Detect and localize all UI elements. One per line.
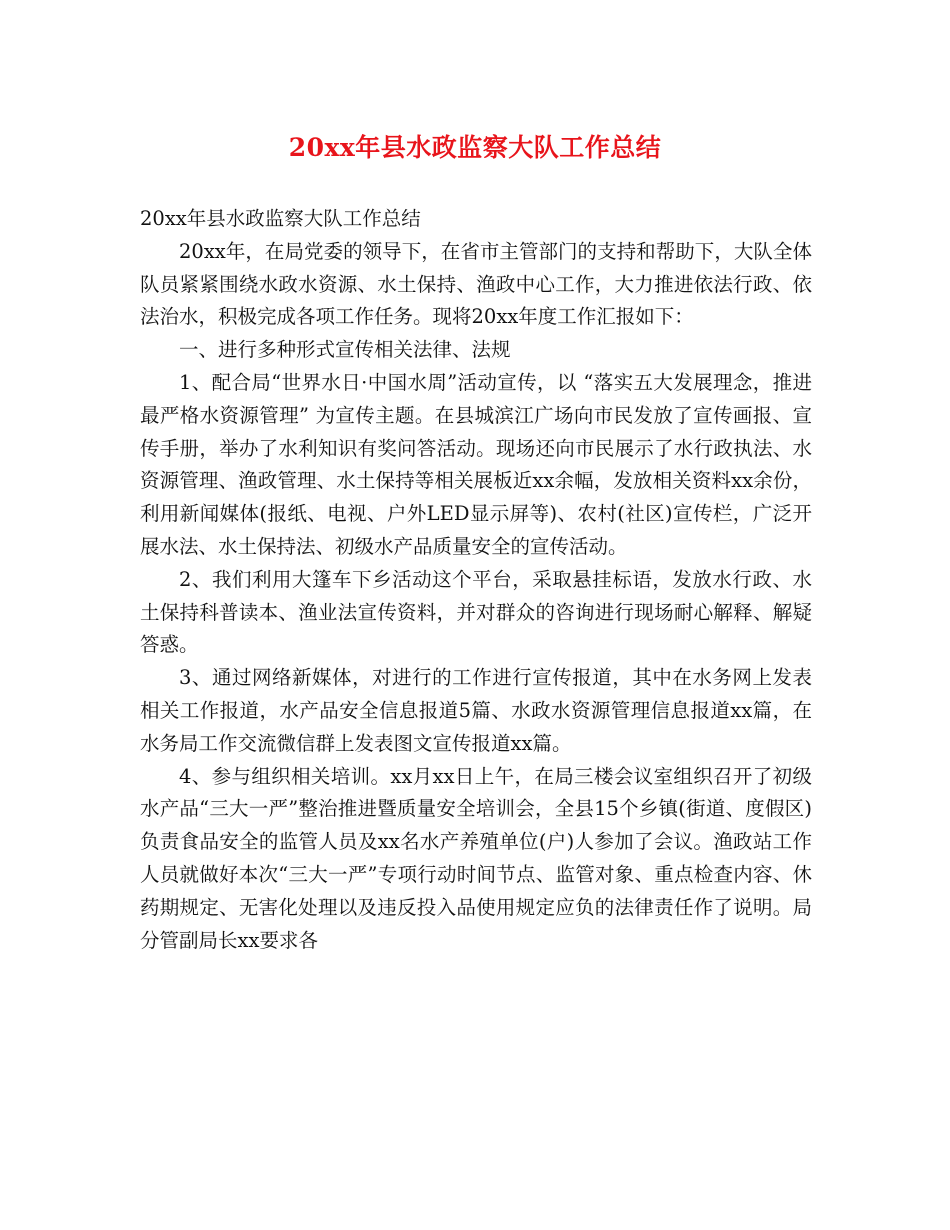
- paragraph-item-4: 4、参与组织相关培训。xx月xx日上午，在局三楼会议室组织召开了初级水产品“三大一严”整治推进暨质量安全培训会，全县15个乡镇(街道、度假区)负责食品安全的监管人员及xx名水产养殖单位(户)人参加了会议。渔政站工作人员就做好本次“三大一严”专项行动时间节点、监管对象、重点检查内容、休药期规定、无害化处理以及违反投入品使用规定应负的法律责任作了说明。局分管副局长xx要求各: [140, 764, 812, 952]
- section-heading: 一、进行多种形式宣传相关法律、法规: [179, 338, 511, 362]
- intro-paragraph: 20xx年，在局党委的领导下，在省市主管部门的支持和帮助下，大队全体队员紧紧围绕水政水资源、水土保持、渔政中心工作，大力推进依法行政、依法治水，积极完成各项工作任务。现将20xx年度工作汇报如下：: [140, 239, 812, 329]
- paragraph-item-1: 1、配合局“世界水日·中国水周”活动宣传，以 “落实五大发展理念，推进最严格水资源管理” 为宣传主题。在县城滨江广场向市民发放了宣传画报、宣传手册，举办了水利知识有奖问答活动。现场还向市民展示了水行政执法、水资源管理、渔政管理、水土保持等相关展板近xx余幅，发放相关资料xx余份，利用新闻媒体(报纸、电视、户外LED显示屏等)、农村(社区)宣传栏，广泛开展水法、水土保持法、初级水产品质量安全的宣传活动。: [140, 370, 812, 558]
- document-title: 20xx年县水政监察大队工作总结: [288, 133, 662, 162]
- document-body: [140, 203, 812, 957]
- subtitle-paragraph: 20xx年县水政监察大队工作总结: [140, 207, 421, 230]
- paragraph-item-2: 2、我们利用大篷车下乡活动这个平台，采取悬挂标语，发放水行政、水土保持科普读本、渔业法宣传资料，并对群众的咨询进行现场耐心解释、解疑答惑。: [140, 567, 812, 657]
- paragraph-item-3: 3、通过网络新媒体，对进行的工作进行宣传报道，其中在水务网上发表相关工作报道，水产品安全信息报道5篇、水政水资源管理信息报道xx篇，在水务局工作交流微信群上发表图文宣传报道xx篇。: [140, 666, 812, 755]
